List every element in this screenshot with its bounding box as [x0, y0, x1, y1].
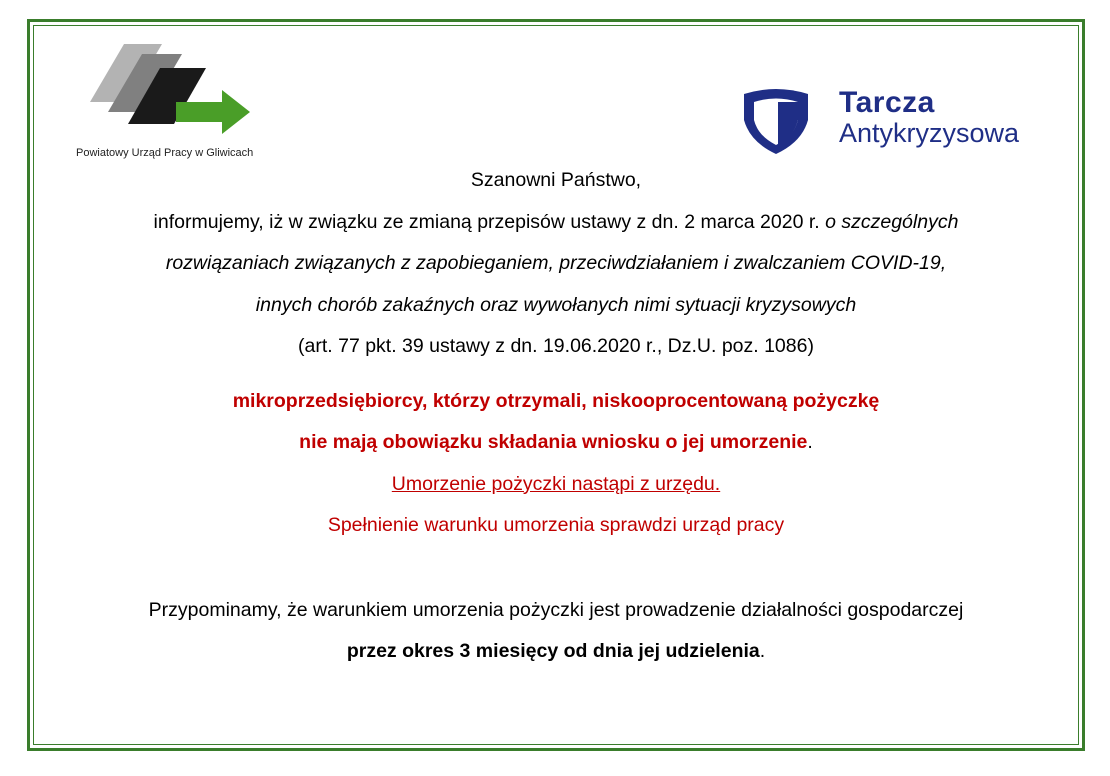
- period-text: przez okres 3 miesięcy od dnia jej udzielenia: [346, 640, 760, 662]
- reminder-line: Przypominamy, że warunkiem umorzenia pożyczki jest prowadzenie działalności gospodarczej: [148, 598, 964, 621]
- verification-note: Spełnienie warunku umorzenia sprawdzi urząd pracy: [327, 514, 785, 536]
- highlight-period: .: [807, 431, 813, 453]
- pup-caption: Powiatowy Urząd Pracy w Gliwicach: [76, 147, 254, 159]
- notice-body: [40, 160, 1072, 673]
- greeting: Szanowni Państwo,: [470, 169, 642, 191]
- highlight-line-1: mikroprzedsiębiorcy, którzy otrzymali, niskooprocentowaną pożyczkę: [232, 389, 880, 412]
- act-title-start: o szczególnych: [825, 210, 959, 233]
- highlight-text-2: nie mają obowiązku składania wniosku o jej umorzenie: [299, 431, 808, 453]
- auto-remission-note: Umorzenie pożyczki nastąpi z urzędu.: [391, 472, 721, 495]
- tarcza-subtitle: Antykryzysowa: [839, 118, 1020, 148]
- act-title-line-3: innych chorób zakaźnych oraz wywołanych nimi sytuacji kryzysowych: [255, 293, 857, 316]
- highlight-line-2: [40, 422, 1072, 464]
- pup-arrow-icon: [90, 40, 260, 140]
- intro-text: informujemy, iż w związku ze zmianą przepisów ustawy z dn. 2 marca 2020 r.: [153, 210, 826, 233]
- tarcza-antykryzysowa-logo: [740, 84, 1070, 156]
- legal-reference: (art. 77 pkt. 39 ustawy z dn. 19.06.2020 r., Dz.U. poz. 1086): [298, 335, 814, 357]
- tarcza-title: Tarcza: [839, 86, 935, 119]
- shield-icon: [740, 84, 812, 156]
- pup-gliwice-logo: [76, 40, 276, 165]
- intro-line: [40, 202, 1072, 244]
- period-dot: .: [759, 640, 766, 662]
- act-title-line-2: rozwiązaniach związanych z zapobieganiem, przeciwdziałaniem i zwalczaniem COVID-19,: [165, 252, 947, 274]
- period-line: [40, 631, 1072, 673]
